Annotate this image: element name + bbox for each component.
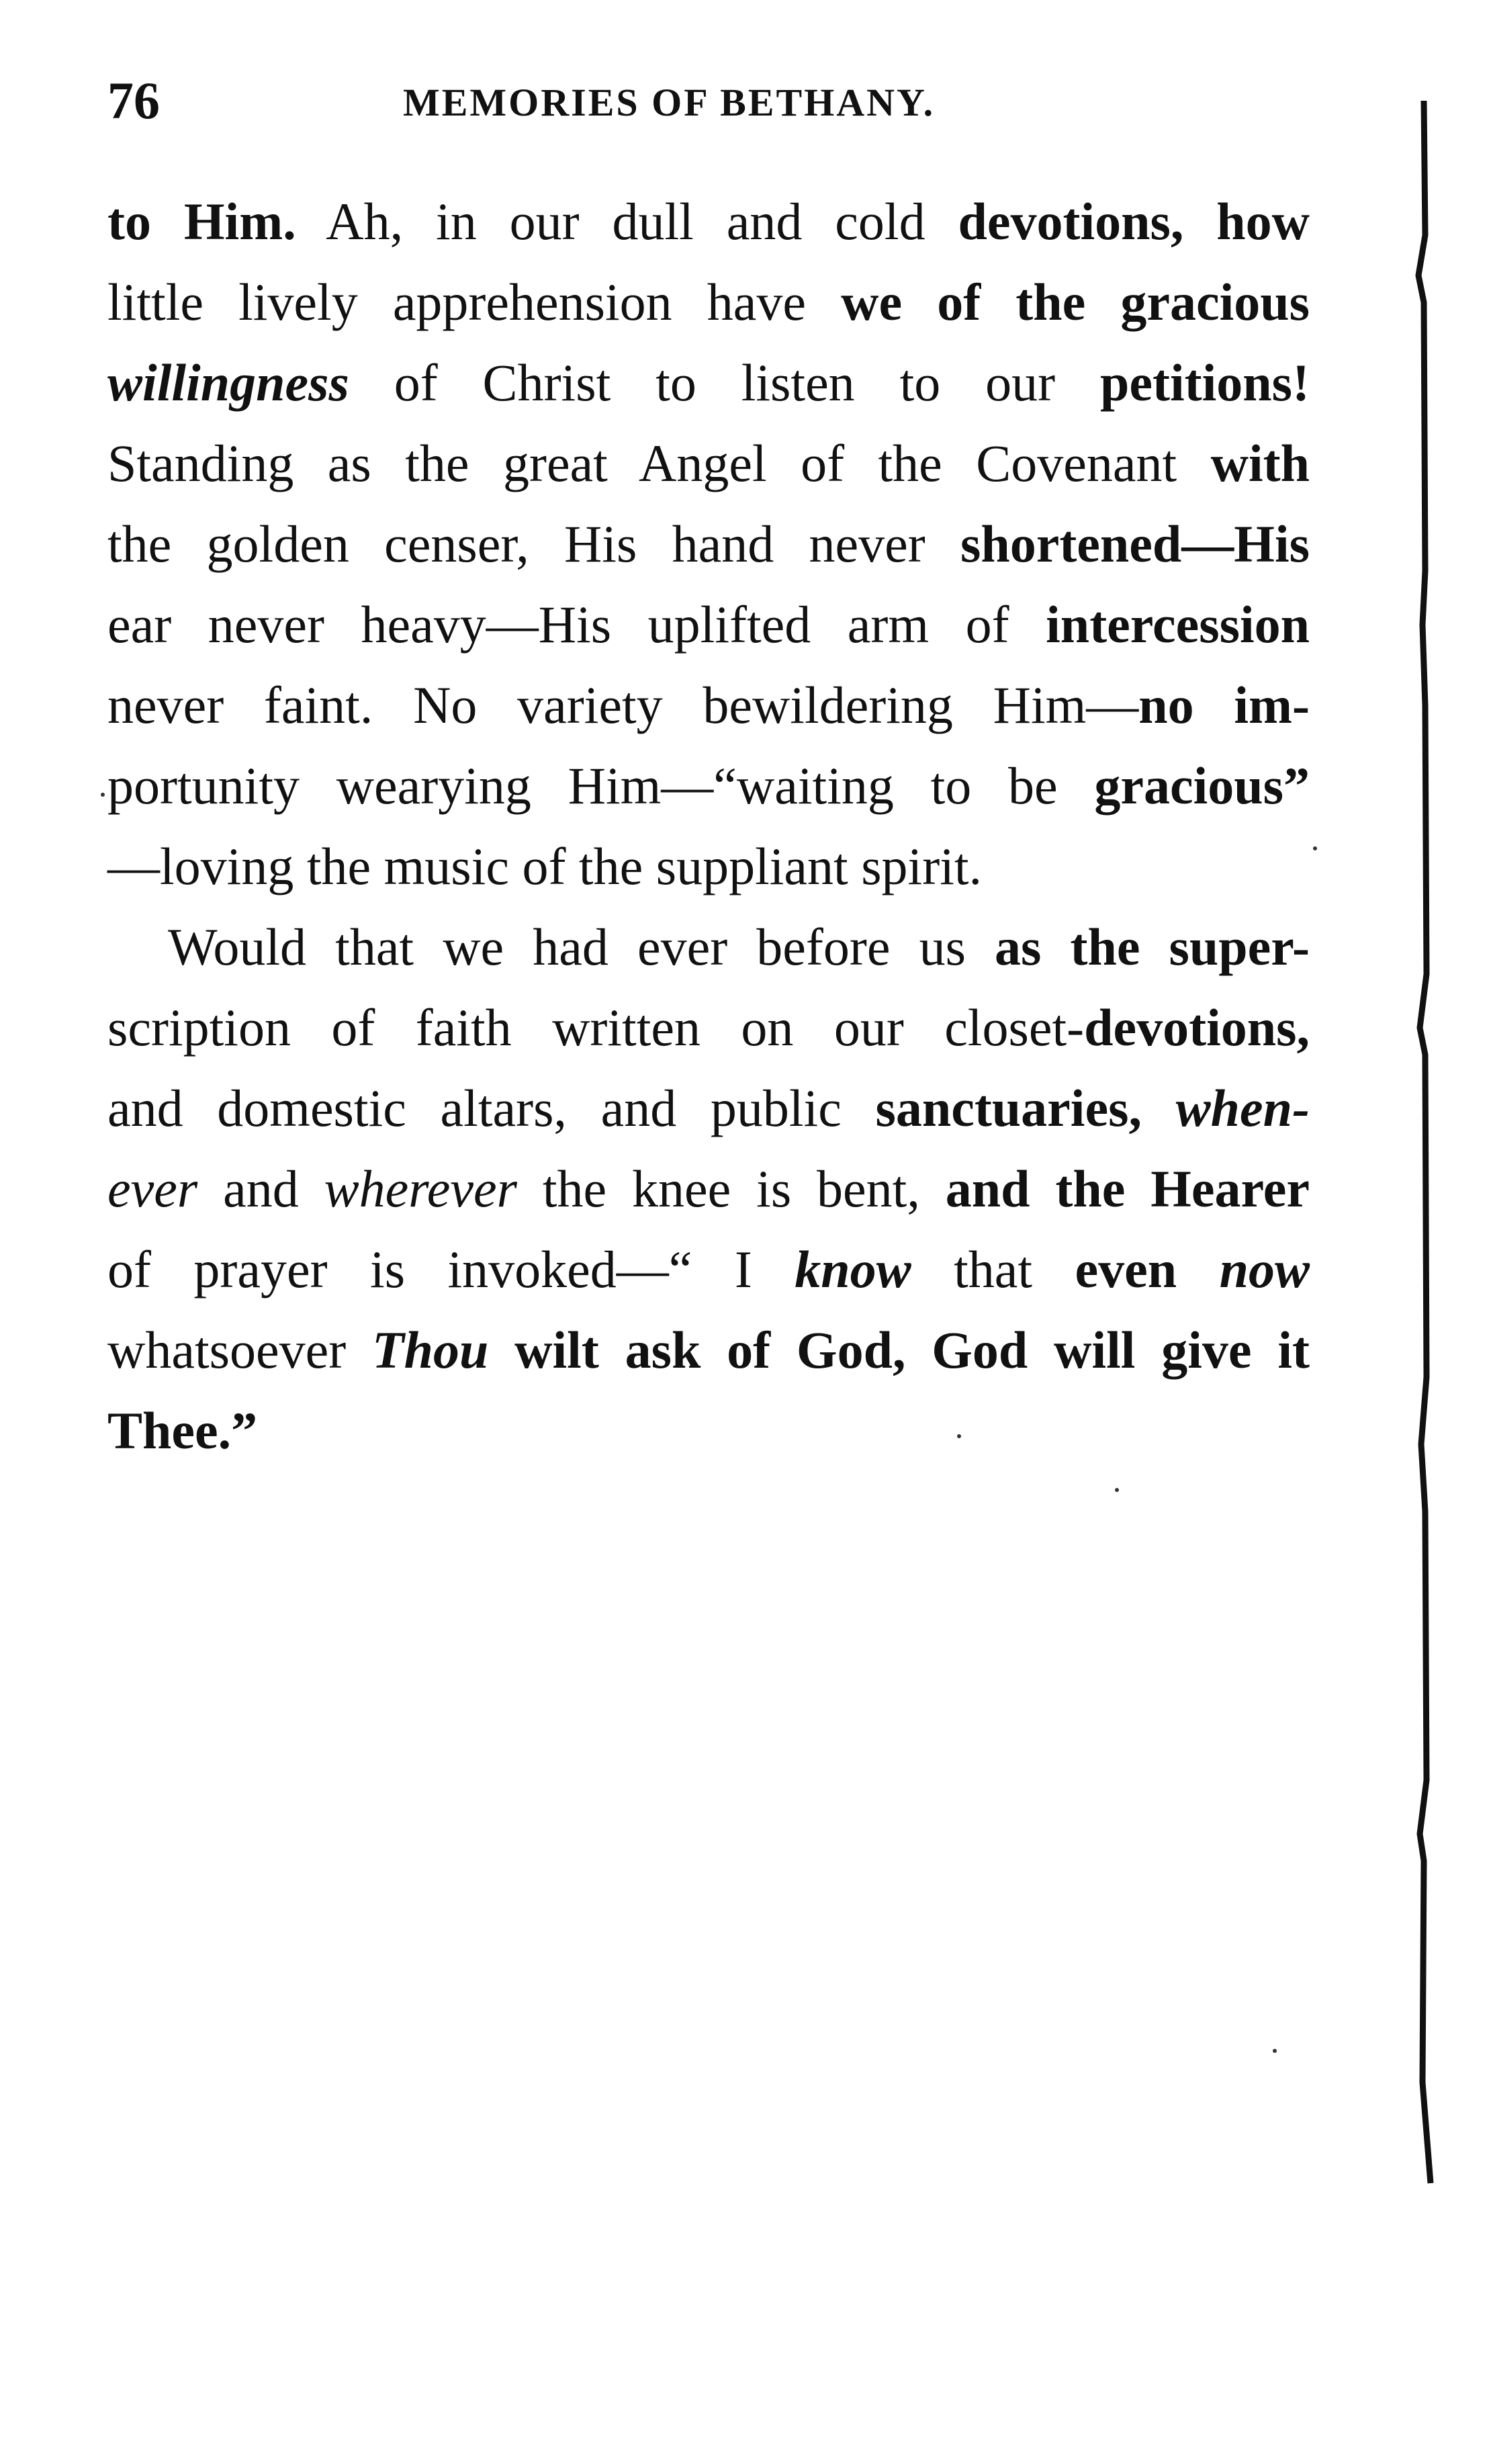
text-run: of prayer is invoked—“ I (107, 1240, 795, 1299)
text-run: devotions, (1084, 998, 1310, 1057)
text-run: the golden censer, His hand never (107, 515, 960, 573)
page-number: 76 (107, 71, 160, 130)
text-run: to Him. (107, 192, 296, 251)
text-run: devotions, how (958, 192, 1310, 251)
text-line (107, 181, 1310, 262)
text-run: as the super- (995, 918, 1310, 976)
print-speck (1313, 846, 1317, 850)
text-run: shortened—His (960, 515, 1310, 573)
text-run: with (1210, 434, 1310, 492)
text-line (107, 1310, 1310, 1391)
text-line (107, 262, 1310, 343)
text-line (107, 826, 1310, 907)
text-line (107, 987, 1310, 1068)
print-speck (101, 793, 105, 797)
running-head (107, 71, 1310, 131)
text-run: when- (1175, 1079, 1310, 1137)
text-run: and (197, 1159, 324, 1218)
text-run: gracious” (1094, 756, 1310, 815)
text-run: Thou (371, 1321, 489, 1379)
page-edge-shadow (1410, 101, 1437, 2217)
text-run: even (1075, 1240, 1220, 1299)
text-line (107, 343, 1310, 423)
paragraph-1 (107, 181, 1310, 907)
text-line (107, 423, 1310, 504)
text-run: willingness (107, 353, 349, 412)
text-line (107, 1068, 1310, 1149)
text-run: that (911, 1240, 1075, 1299)
text-run: never faint. No variety bewildering Him— (107, 676, 1139, 734)
text-run: sanctuaries, (875, 1079, 1176, 1137)
text-run: portunity wearying Him—“waiting to be (107, 756, 1095, 815)
paragraph-2 (107, 907, 1310, 1471)
text-run: ear never heavy—His uplifted arm of (107, 595, 1046, 654)
text-line (107, 665, 1310, 746)
text-line (107, 504, 1310, 584)
text-run: and the Hearer (945, 1159, 1310, 1218)
text-run: wilt (488, 1321, 625, 1379)
print-speck (957, 1434, 961, 1438)
print-speck (1273, 2049, 1277, 2053)
text-run: and domestic altars, and public (107, 1079, 876, 1137)
text-line (107, 1229, 1310, 1310)
text-run: no im- (1138, 676, 1310, 734)
text-line (107, 584, 1310, 665)
text-run: the knee is bent, (516, 1159, 946, 1218)
text-line (107, 1149, 1310, 1229)
text-run: whatsoever (107, 1321, 372, 1379)
text-line (107, 907, 1310, 987)
body-text (107, 181, 1310, 1471)
running-title: MEMORIES OF BETHANY. (403, 81, 936, 124)
text-run: Standing as the great Angel of the Covenant (107, 434, 1211, 492)
text-run: we of the gracious (841, 273, 1310, 331)
text-run: now (1219, 1240, 1310, 1299)
text-run: little lively apprehension have (107, 273, 842, 331)
text-run: Would that we had ever before us (168, 918, 995, 976)
text-run: of Christ to listen to our (349, 353, 1100, 412)
text-line (107, 746, 1310, 826)
text-run: ask of God, God will give it (625, 1321, 1310, 1379)
text-run: scription of faith written on our closet- (107, 998, 1085, 1057)
text-run: —loving the music of the suppliant spirit. (107, 837, 983, 895)
text-line (107, 1391, 1310, 1471)
print-speck (1115, 1488, 1119, 1492)
text-run: petitions! (1100, 353, 1310, 412)
text-run: know (795, 1240, 911, 1299)
text-run: Thee.” (107, 1401, 258, 1460)
text-run: Ah, in our dull and cold (296, 192, 958, 251)
text-run: wherever (324, 1159, 517, 1218)
text-run: ever (107, 1159, 198, 1218)
text-run: intercession (1046, 595, 1310, 654)
